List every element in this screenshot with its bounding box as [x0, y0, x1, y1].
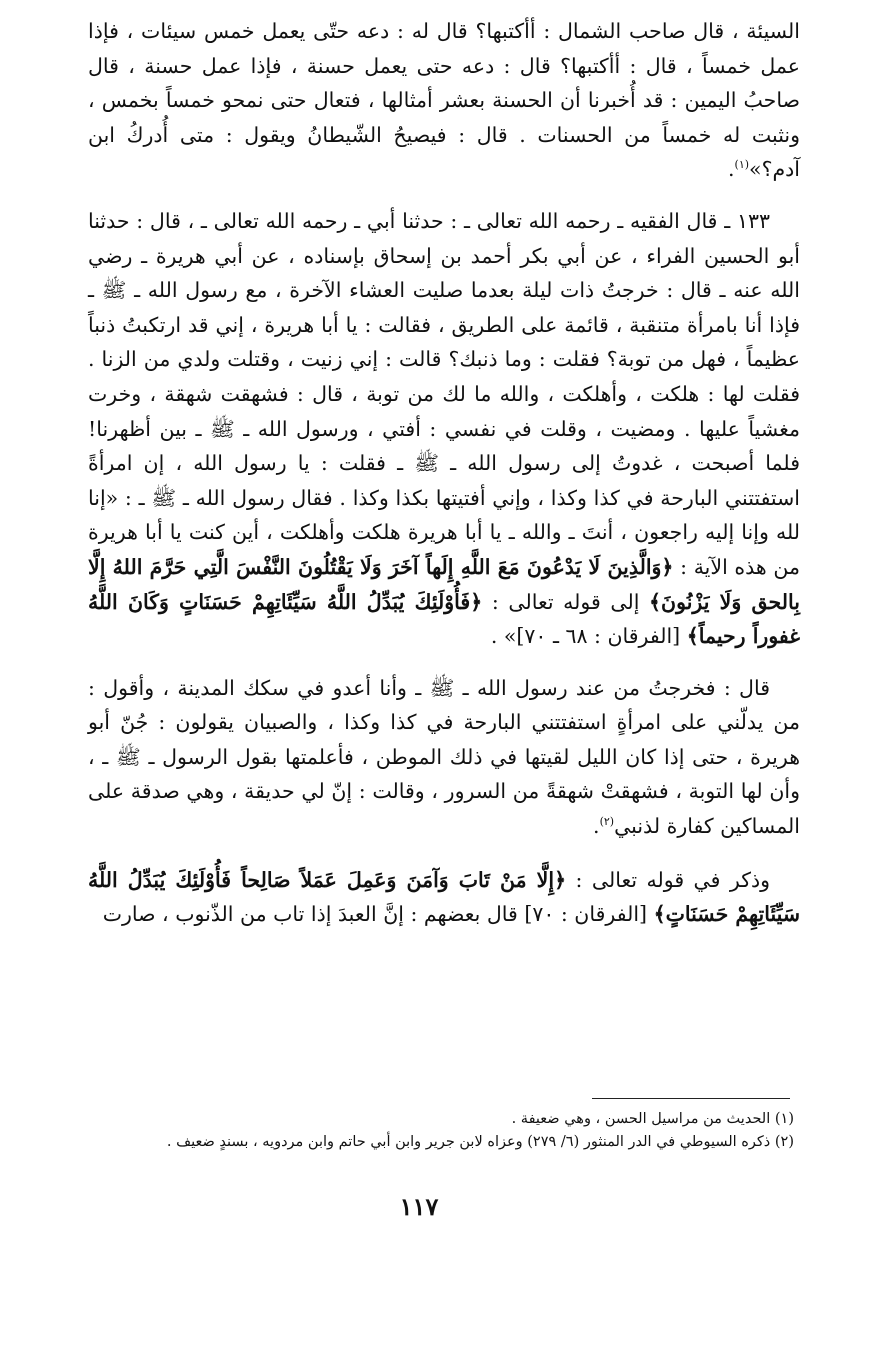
footnote-divider — [592, 1098, 790, 1099]
hadith-133-text-a: ١٣٣ ـ قال الفقيه ـ رحمه الله تعالى ـ : حدثنا أبي ـ رحمه الله تعالى ـ ، قال : حدثنا أبو الحسين الفراء ، عن أبي بكر أحمد بن إسحاق بإسناده ، عن أبي هريرة ـ رضي الله عنه ـ قال : خرجتُ ذات ليلة بعدما صليت العشاء الآخرة ، مع رسول الله ـ ﷺ ـ فإذا أنا بامرأة متنقبة ، قائمة على الطريق ، فقالت : يا أبا هريرة ، إني قد ارتكبتُ ذنباً عظيماً ، فهل من توبة؟ فقلت : وما ذنبك؟ قالت : إني زنيت ، وقتلت ولدي من الزنا . فقلت لها : هلكت ، وأهلكت ، والله ما لك من توبة ، قال : فشهقت شهقة ، وخرت مغشياً عليها . ومضيت ، وقلت في نفسي : أفتي ، ورسول الله ـ ﷺ ـ بين أظهرنا! فلما أصبحت ، غدوتُ إلى رسول الله ـ ﷺ ـ فقلت : يا رسول الله ، إن امرأةً استفتتني البارحة في كذا وكذا ، وإني أفتيتها بكذا وكذا . فقال رسول الله ـ ﷺ ـ : «إنا لله وإنا إليه راجعون ، أنتَ ـ والله ـ يا أبا هريرة هلكت وأهلكت ، أين كنت يا أبا هريرة من هذه الآية : — [88, 208, 800, 579]
footnote-2: (٢) ذكره السيوطي في الدر المنثور (٦/ ٢٧٩) وعزاه لابن جرير وابن أبي حاتم وابن مردويه ، بسندٍ ضعيف . — [166, 1134, 794, 1150]
quran-verse-furqan-70: ﴿فَأُوْلَئِكَ يُبَدِّلُ اللَّهُ سَيِّئَاتِهِمْ حَسَنَاتٍ وَكَانَ اللَّهُ غفوراً رحيماً﴾ — [88, 589, 800, 649]
paragraph-3 — [88, 671, 800, 844]
paragraph-4-text-b: [الفرقان : ٧٠] قال بعضهم : إنَّ العبدَ إذا تاب من الذّنوب ، صارت — [102, 902, 648, 927]
paragraph-3-text: قال : فخرجتُ من عند رسول الله ـ ﷺ ـ وأنا أعدو في سكك المدينة ، وأقول : من يدلّني على امرأةٍ استفتتني البارحة في كذا وكذا ، والصبيان يقولون : جُنّ أبو هريرة ، حتى إذا كان الليل لقيتها في ذلك الموطن ، فأعلمتها بقول الرسول ـ ﷺ ـ ، وأن لها التوبة ، فشهقتْ شهقةً من السرور ، وقالت : إنّ لي حديقة ، وهي صدقة على المساكين كفارة لذنبي — [88, 675, 800, 839]
body-text — [88, 14, 800, 932]
paragraph-3-end: . — [593, 814, 600, 839]
quran-verse-furqan-70-b: ﴿إِلَّا مَنْ تَابَ وَآمَنَ وَعَمِلَ عَمَلاً صَالِحاً فَأُوْلَئِكَ يُبَدِّلُ اللَّهُ سَيِّئَاتِهِمْ حَسَنَاتٍ﴾ — [88, 867, 800, 927]
footnote-1: (١) الحديث من مراسيل الحسن ، وهي ضعيفة . — [511, 1111, 794, 1127]
hadith-133-text-c: [الفرقان : ٦٨ ـ ٧٠]» . — [490, 624, 681, 649]
footnote-ref-2: (٢) — [599, 815, 615, 829]
paragraph-hadith-133 — [88, 204, 800, 654]
footnotes — [88, 1108, 794, 1154]
paragraph-4-text-a: وذكر في قوله تعالى : — [575, 867, 770, 892]
paragraph-4 — [88, 863, 800, 932]
paragraph-1 — [88, 14, 800, 187]
paragraph-1-text: السيئة ، قال صاحب الشمال : أأكتبها؟ قال له : دعه حتّى يعمل خمس سيئات ، فإذا عمل خمساً ، قال : أأكتبها؟ قال : دعه حتى يعمل حسنة ، فإذا عمل حسنة ، قال صاحبُ اليمين : قد أُخبرنا أن الحسنة بعشر أمثالها ، فتعال حتى نمحو خمساً بخمس ، ونثبت له خمساً من الحسنات . قال : فيصيحُ الشّيطانُ ويقول : متى أُدركُ ابن آدم؟» — [88, 19, 800, 182]
footnote-ref-1: (١) — [734, 158, 750, 172]
paragraph-1-end: . — [728, 157, 735, 182]
hadith-133-text-b: إلى قوله تعالى : — [491, 589, 640, 614]
quran-verse-furqan-68: ﴿وَالَّذِينَ لَا يَدْعُونَ مَعَ اللَّهِ إِلَهاً آخَرَ وَلَا يَقْتُلُونَ النَّفْسَ الَّتِي حَرَّمَ اللهُ إِلَّا بِالحق وَلَا يَزْنُونَ﴾ — [88, 554, 800, 614]
page-number: ١١٧ — [399, 1192, 439, 1221]
